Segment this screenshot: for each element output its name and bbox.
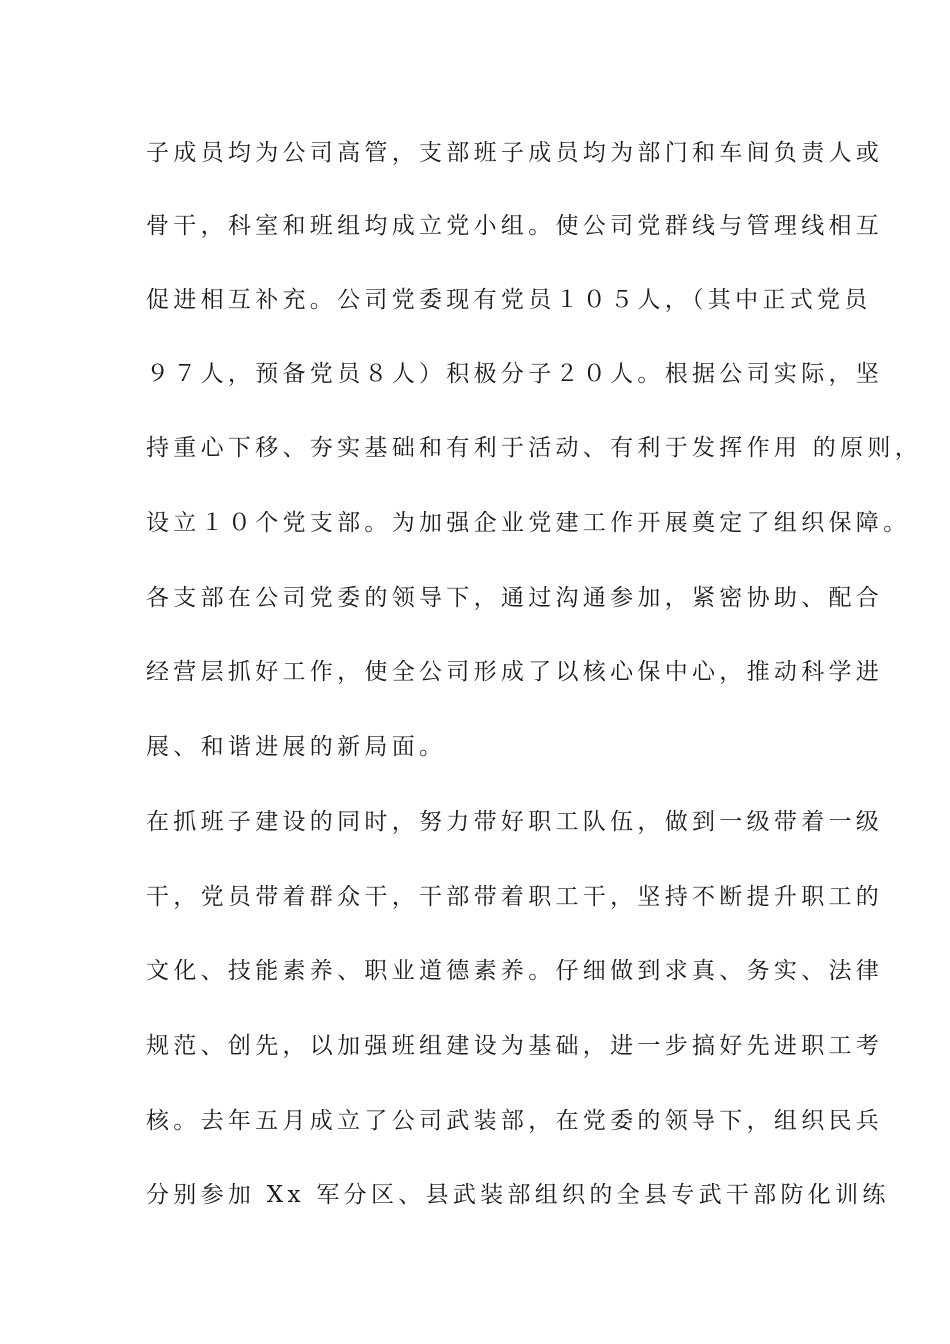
text-line: 干，党员带着群众干，干部带着职工干，坚持不断提升职工的 [146, 884, 884, 910]
text-line: 设立１０个党支部。为加强企业党建工作开展奠定了组织保障。 [146, 510, 911, 536]
text-line: ９７人，预备党员８人）积极分子２０人。根据公司实际，坚 [146, 361, 884, 387]
text-line: 骨干，科室和班组均成立党小组。使公司党群线与管理线相互 [146, 213, 884, 239]
text-line: 核。去年五月成立了公司武装部，在党委的领导下，组织民兵 [146, 1108, 884, 1134]
text-line: 规范、创先，以加强班组建设为基础，进一步搞好先进职工考 [146, 1033, 884, 1059]
text-line: 展、和谐进展的新局面。 [146, 734, 447, 760]
text-line: 子成员均为公司高管，支部班子成员均为部门和车间负责人或 [146, 140, 884, 166]
text-line: 促进相互补充。公司党委现有党员１０５人，（其中正式党员 [146, 287, 872, 313]
text-line: 文化、技能素养、职业道德素养。仔细做到求真、务实、法律 [146, 958, 884, 984]
text-line: 在抓班子建设的同时，努力带好职工队伍，做到一级带着一级 [146, 809, 884, 835]
text-line: 持重心下移、夯实基础和有利于活动、有利于发挥作用 的原则， [146, 435, 923, 461]
text-line: 经营层抓好工作，使全公司形成了以核心保中心，推动科学进 [146, 659, 884, 685]
text-line: 各支部在公司党委的领导下，通过沟通参加，紧密协助、配合 [146, 585, 884, 611]
text-line: 分别参加 Xx 军分区、县武装部组织的全县专武干部防化训练 [146, 1182, 890, 1208]
